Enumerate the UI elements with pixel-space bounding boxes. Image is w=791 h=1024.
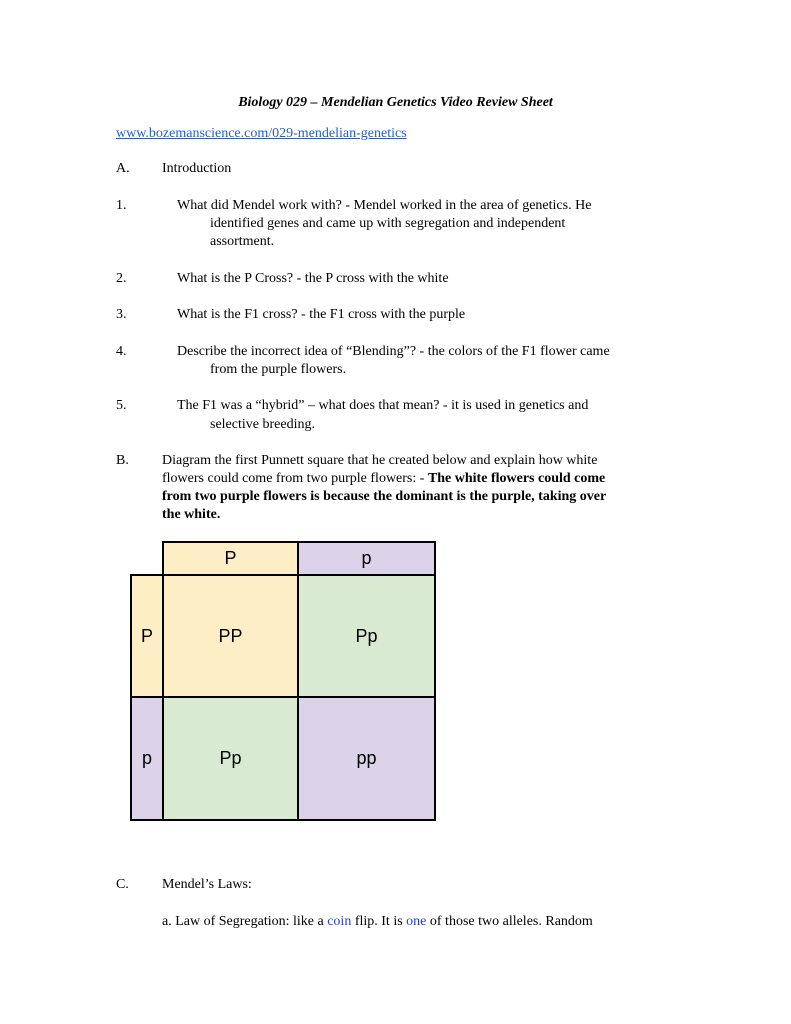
page-title: Biology 029 – Mendelian Genetics Video Review Sheet [238,95,553,110]
punnett-top-header-2: p [297,541,436,576]
section-b-line-2-plain: flowers could come from two purple flowers: - [162,471,428,486]
section-b-answer-line-2: from two purple flowers is because the dominant is the purple, taking over [162,489,607,504]
question-2-number: 2. [116,271,127,286]
punnett-top-header-1: P [162,541,299,576]
question-4-line-1: Describe the incorrect idea of “Blending”? - the colors of the F1 flower came [177,344,610,359]
section-c-marker: C. [116,877,129,892]
punnett-side-header-1: P [130,574,164,698]
section-b-line-1: Diagram the first Punnett square that he created below and explain how white [162,453,598,468]
law-a-text-1: a. Law of Segregation: like a [162,914,328,929]
section-a-marker: A. [116,161,130,176]
punnett-cell-pp: pp [297,696,436,821]
question-4-line-2: from the purple flowers. [210,362,347,377]
section-a-heading: Introduction [162,161,232,176]
law-of-segregation [162,914,593,930]
law-a-text-3: of those two alleles. Random [426,914,593,929]
law-a-text-2: flip. It is [351,914,407,929]
question-1-number: 1. [116,198,127,213]
section-b-marker: B. [116,453,129,468]
punnett-cell-PP: PP [162,574,299,698]
punnett-cell-Pp-bottom: Pp [162,696,299,821]
section-c-heading: Mendel’s Laws: [162,877,252,892]
question-3-number: 3. [116,307,127,322]
question-5-line-1: The F1 was a “hybrid” – what does that mean? - it is used in genetics and [177,398,589,413]
punnett-cell-Pp-top: Pp [297,574,436,698]
law-a-word-one: one [406,914,427,929]
question-4-number: 4. [116,344,127,359]
section-b-answer-start: The white flowers could come [427,471,606,486]
question-1-line-3: assortment. [210,234,275,249]
punnett-side-header-2: p [130,696,164,821]
question-5-line-2: selective breeding. [210,417,315,432]
section-b-line-2 [162,471,605,487]
question-3-line-1: What is the F1 cross? - the F1 cross with the purple [177,307,466,322]
law-a-word-coin: coin [327,914,352,929]
question-2-line-1: What is the P Cross? - the P cross with the white [177,271,449,286]
question-1-line-2: identified genes and came up with segregation and independent [210,216,566,231]
source-link[interactable]: www.bozemanscience.com/029-mendelian-genetics [116,126,407,141]
question-1-line-1: What did Mendel work with? - Mendel worked in the area of genetics. He [177,198,592,213]
section-b-answer-line-3: the white. [162,507,221,522]
question-5-number: 5. [116,398,127,413]
